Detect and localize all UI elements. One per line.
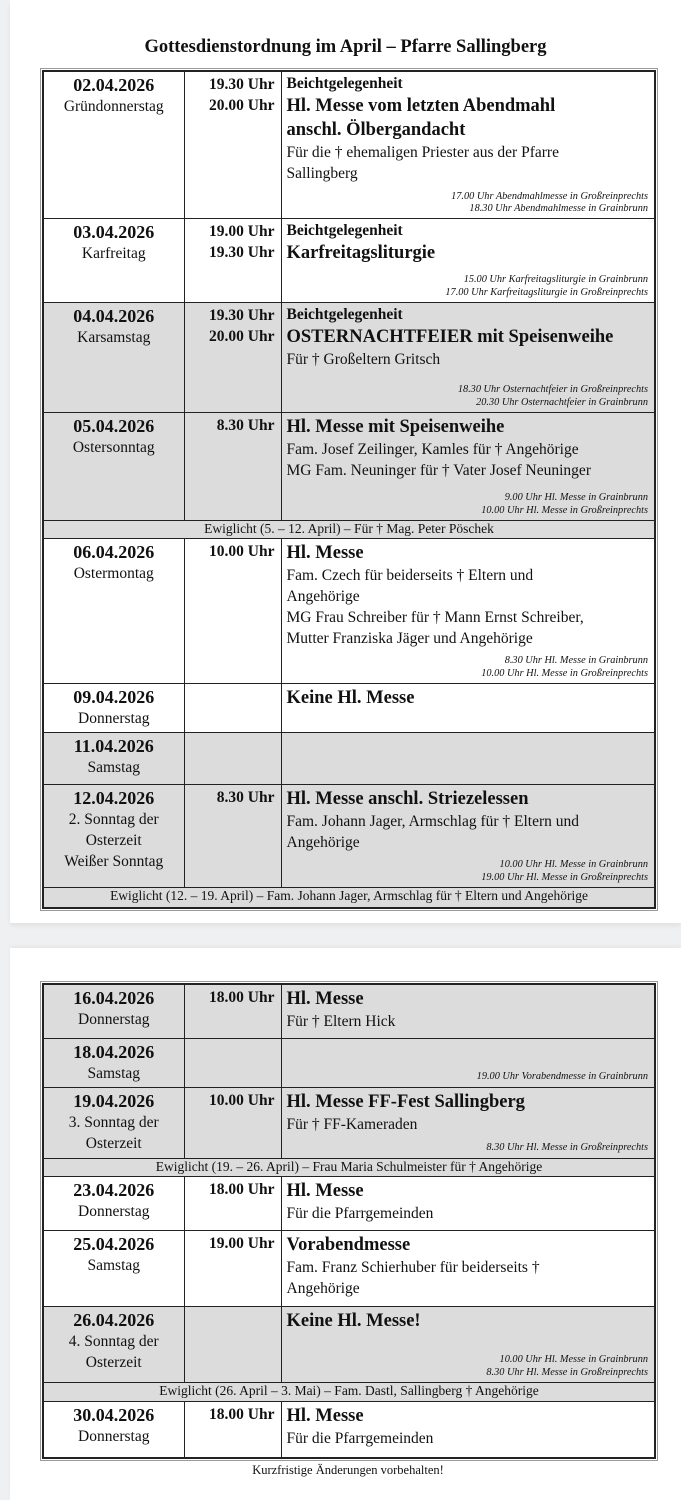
- service-title: Hl. Messe anschl. Striezelessen: [286, 789, 529, 809]
- table-row: [43, 539, 655, 684]
- date-cell: [43, 71, 184, 219]
- time-value: 19.00 Uhr: [209, 223, 275, 240]
- date-value: 26.04.2026: [73, 1310, 155, 1330]
- time-cell: [184, 1307, 281, 1383]
- intention-text: MG Frau Schreiber für † Mann Ernst Schreiber,: [286, 609, 584, 626]
- date-cell: [43, 984, 184, 1039]
- table-row: [43, 71, 655, 219]
- time-value: 8.30 Uhr: [216, 789, 275, 806]
- table-row: [43, 413, 655, 521]
- service-title: Beichtgelegenheit: [286, 222, 403, 239]
- table-row: [43, 984, 655, 1039]
- day-label: Donnerstag: [78, 710, 150, 727]
- service-content: [287, 305, 649, 409]
- service-content: [287, 1090, 649, 1155]
- note-line: 9.00 Uhr Hl. Messe in Grainbrunn: [504, 492, 648, 503]
- table-row: [43, 785, 655, 888]
- time-cell: [184, 733, 281, 785]
- time-value: 10.00 Uhr: [209, 543, 275, 560]
- date-cell: [43, 539, 184, 684]
- note-line: 8.30 Uhr Hl. Messe in Grainbrunn: [504, 655, 648, 666]
- ewiglicht-row: [43, 1383, 655, 1402]
- day-label: Osterzeit: [85, 832, 142, 849]
- service-cell: [281, 1402, 655, 1459]
- time-value: 20.00 Uhr: [209, 328, 275, 345]
- other-parish-notes: [287, 857, 649, 884]
- time-cell: [184, 413, 281, 521]
- ewiglicht-text: Ewiglicht (5. – 12. April) – Für † Mag. Peter Pöschek: [43, 521, 655, 539]
- date-cell: [43, 1231, 184, 1307]
- other-parish-notes: [287, 653, 649, 680]
- service-cell: [281, 785, 655, 888]
- day-label: Samstag: [87, 1065, 141, 1082]
- schedule-table-1: [42, 70, 656, 909]
- page-sheet-2: [10, 948, 681, 1500]
- service-title: Vorabendmesse: [286, 1235, 411, 1255]
- intention-text: Fam. Czech für beiderseits † Eltern und: [286, 567, 534, 584]
- other-parish-notes: [287, 1140, 649, 1155]
- time-cell: [184, 684, 281, 733]
- table-row: [43, 1231, 655, 1307]
- table-row: [43, 684, 655, 733]
- service-title: Karfreitagsliturgie: [286, 243, 436, 263]
- time-cell: [184, 785, 281, 888]
- service-title: anschl. Ölbergandacht: [286, 120, 466, 140]
- time-cell: [184, 303, 281, 413]
- date-value: 11.04.2026: [73, 736, 154, 756]
- intention-text: Für die † ehemaligen Priester aus der Pfarre: [286, 144, 559, 161]
- intention-text: Für die Pfarrgemeinden: [286, 1430, 434, 1447]
- intention-text: Fam. Josef Zeilinger, Kamles für † Angehörige: [286, 441, 579, 458]
- day-label: 2. Sonntag der: [68, 811, 159, 828]
- other-parish-notes: [287, 382, 649, 409]
- service-title: Hl. Messe FF-Fest Sallingberg: [286, 1092, 525, 1112]
- day-label: Karfreitag: [81, 245, 146, 262]
- time-cell: [184, 1231, 281, 1307]
- time-value: 18.00 Uhr: [209, 1406, 275, 1423]
- other-parish-notes: [287, 189, 649, 216]
- service-cell: [281, 303, 655, 413]
- date-cell: [43, 303, 184, 413]
- ewiglicht-text: Ewiglicht (12. – 19. April) – Fam. Johann Jager, Armschlag für † Eltern und Angehörige: [43, 888, 655, 909]
- day-label: Osterzeit: [85, 1354, 142, 1371]
- time-value: 8.30 Uhr: [216, 417, 275, 434]
- service-title: Beichtgelegenheit: [286, 306, 403, 323]
- service-cell: [281, 413, 655, 521]
- time-value: 19.30 Uhr: [209, 307, 275, 324]
- note-line: 10.00 Uhr Hl. Messe in Großreinprechts: [481, 504, 648, 516]
- note-line: 10.00 Uhr Hl. Messe in Großreinprechts: [481, 667, 648, 679]
- day-label: 4. Sonntag der: [68, 1333, 159, 1350]
- date-cell: [43, 1177, 184, 1231]
- time-value: 10.00 Uhr: [209, 1092, 275, 1109]
- intention-text: Für † FF-Kameraden: [286, 1116, 418, 1133]
- date-value: 02.04.2026: [73, 75, 155, 95]
- page-sheet-1: [10, 0, 681, 923]
- day-label: Samstag: [87, 759, 141, 776]
- intention-text: Angehörige: [286, 1280, 360, 1297]
- day-label: Samstag: [87, 1257, 141, 1274]
- note-line: 19.00 Uhr Hl. Messe in Großreinprechts: [481, 871, 648, 883]
- intention-text: Sallingberg: [286, 165, 358, 182]
- service-cell: [281, 1177, 655, 1231]
- service-content: [287, 1041, 649, 1084]
- service-cell: [281, 1088, 655, 1159]
- date-cell: [43, 1402, 184, 1459]
- other-parish-notes: [287, 272, 649, 299]
- service-title: Keine Hl. Messe: [286, 688, 415, 708]
- date-value: 05.04.2026: [73, 416, 155, 436]
- note-line: 8.30 Uhr Hl. Messe in Großreinprechts: [486, 1142, 648, 1153]
- note-line: 15.00 Uhr Karfreitagsliturgie in Grainbrunn: [463, 274, 648, 285]
- service-cell: [281, 733, 655, 785]
- note-line: 17.00 Uhr Abendmahlmesse in Großreinprechts: [451, 190, 648, 202]
- day-label: 3. Sonntag der: [68, 1114, 159, 1131]
- table-row: [43, 219, 655, 303]
- date-value: 06.04.2026: [73, 542, 155, 562]
- date-cell: [43, 733, 184, 785]
- service-title: Keine Hl. Messe!: [286, 1311, 421, 1331]
- intention-text: Angehörige: [286, 834, 360, 851]
- date-value: 25.04.2026: [73, 1234, 155, 1254]
- date-value: 30.04.2026: [73, 1405, 155, 1425]
- service-title: Hl. Messe: [286, 1181, 364, 1201]
- service-content: [287, 1179, 649, 1224]
- service-content: [287, 1404, 649, 1449]
- service-content: [287, 221, 649, 299]
- note-line: 20.30 Uhr Osternachtfeier in Grainbrunn: [476, 396, 648, 408]
- day-label: Gründonnerstag: [63, 98, 164, 115]
- intention-text: Angehörige: [286, 588, 360, 605]
- service-title: Hl. Messe: [286, 989, 364, 1009]
- time-cell: [184, 1088, 281, 1159]
- service-content: [287, 74, 649, 216]
- date-value: 12.04.2026: [73, 788, 155, 808]
- intention-text: Fam. Franz Schierhuber für beiderseits †: [286, 1259, 540, 1276]
- other-parish-notes: [287, 1352, 649, 1379]
- day-label: Osterzeit: [85, 1135, 142, 1152]
- ewiglicht-row: [43, 888, 655, 909]
- day-label: Donnerstag: [78, 1428, 150, 1445]
- note-line: 18.30 Uhr Abendmahlmesse in Grainbrunn: [469, 203, 648, 214]
- service-cell: [281, 684, 655, 733]
- footer-note: Kurzfristige Änderungen vorbehalten!: [252, 1463, 444, 1477]
- service-title: Hl. Messe: [286, 1406, 364, 1426]
- service-cell: [281, 984, 655, 1039]
- service-title: Hl. Messe mit Speisenweihe: [286, 417, 505, 437]
- note-line: 18.30 Uhr Osternachtfeier in Großreinprechts: [457, 384, 648, 395]
- day-label: Ostersonntag: [72, 439, 155, 456]
- date-cell: [43, 1307, 184, 1383]
- service-cell: [281, 71, 655, 219]
- date-value: 09.04.2026: [73, 687, 155, 707]
- service-title: OSTERNACHTFEIER mit Speisenweihe: [286, 327, 614, 347]
- ewiglicht-text: Ewiglicht (26. April – 3. Mai) – Fam. Dastl, Sallingberg † Angehörige: [43, 1383, 655, 1402]
- time-cell: [184, 1402, 281, 1459]
- time-value: 18.00 Uhr: [209, 989, 275, 1006]
- table-row: [43, 1088, 655, 1159]
- service-content: [287, 987, 649, 1032]
- date-cell: [43, 684, 184, 733]
- service-content: [287, 541, 649, 680]
- date-value: 19.04.2026: [73, 1091, 155, 1111]
- service-cell: [281, 219, 655, 303]
- day-label: Donnerstag: [78, 1203, 150, 1220]
- note-line: 10.00 Uhr Hl. Messe in Grainbrunn: [499, 859, 648, 870]
- note-line: 17.00 Uhr Karfreitagsliturgie in Großreinprechts: [445, 286, 648, 298]
- time-value: 18.00 Uhr: [209, 1181, 275, 1198]
- page-title: Gottesdienstordnung im April – Pfarre Sallingberg: [144, 37, 547, 57]
- time-value: 19.00 Uhr: [209, 1235, 275, 1252]
- date-value: 23.04.2026: [73, 1180, 155, 1200]
- other-parish-notes: [287, 490, 649, 517]
- service-title: Hl. Messe vom letzten Abendmahl: [286, 96, 556, 116]
- table-row: [43, 1039, 655, 1088]
- date-value: 16.04.2026: [73, 988, 155, 1008]
- service-content: [287, 415, 649, 517]
- ewiglicht-row: [43, 521, 655, 539]
- intention-text: Mutter Franziska Jäger und Angehörige: [286, 630, 533, 647]
- table-row: [43, 1402, 655, 1459]
- date-cell: [43, 1039, 184, 1088]
- table-row: [43, 733, 655, 785]
- service-cell: [281, 1039, 655, 1088]
- time-value: 20.00 Uhr: [209, 97, 275, 114]
- date-value: 18.04.2026: [73, 1042, 155, 1062]
- date-value: 03.04.2026: [73, 222, 155, 242]
- date-cell: [43, 413, 184, 521]
- time-cell: [184, 1039, 281, 1088]
- day-label: Donnerstag: [78, 1011, 150, 1028]
- time-cell: [184, 984, 281, 1039]
- service-cell: [281, 539, 655, 684]
- date-cell: [43, 1088, 184, 1159]
- date-value: 04.04.2026: [73, 306, 155, 326]
- day-label: Karsamstag: [77, 329, 151, 346]
- time-value: 19.30 Uhr: [209, 244, 275, 261]
- day-label: Weißer Sonntag: [64, 853, 164, 870]
- schedule-table-2: [42, 983, 656, 1459]
- intention-text: MG Fam. Neuninger für † Vater Josef Neuninger: [286, 462, 591, 479]
- ewiglicht-row: [43, 1159, 655, 1177]
- date-cell: [43, 219, 184, 303]
- service-content: [287, 1233, 649, 1299]
- time-cell: [184, 1177, 281, 1231]
- time-cell: [184, 539, 281, 684]
- time-value: 19.30 Uhr: [209, 76, 275, 93]
- intention-text: Fam. Johann Jager, Armschlag für † Eltern und: [286, 813, 580, 830]
- service-content: [287, 686, 649, 710]
- service-title: Beichtgelegenheit: [286, 75, 403, 92]
- intention-text: Für die Pfarrgemeinden: [286, 1205, 434, 1222]
- time-cell: [184, 219, 281, 303]
- day-label: Ostermontag: [73, 565, 154, 582]
- intention-text: Für † Großeltern Gritsch: [286, 351, 441, 368]
- service-content: [287, 787, 649, 884]
- note-line: 8.30 Uhr Hl. Messe in Großreinprechts: [486, 1366, 648, 1378]
- service-cell: [281, 1231, 655, 1307]
- table-row: [43, 1177, 655, 1231]
- other-parish-notes: [287, 1069, 649, 1084]
- table-row: [43, 1307, 655, 1383]
- ewiglicht-text: Ewiglicht (19. – 26. April) – Frau Maria Schulmeister für † Angehörige: [43, 1159, 655, 1177]
- intention-text: Für † Eltern Hick: [286, 1013, 396, 1030]
- time-cell: [184, 71, 281, 219]
- service-cell: [281, 1307, 655, 1383]
- note-line: 10.00 Uhr Hl. Messe in Grainbrunn: [499, 1354, 648, 1365]
- date-cell: [43, 785, 184, 888]
- table-row: [43, 303, 655, 413]
- service-content: [287, 1309, 649, 1379]
- service-title: Hl. Messe: [286, 543, 364, 563]
- note-line: 19.00 Uhr Vorabendmesse in Grainbrunn: [476, 1071, 648, 1082]
